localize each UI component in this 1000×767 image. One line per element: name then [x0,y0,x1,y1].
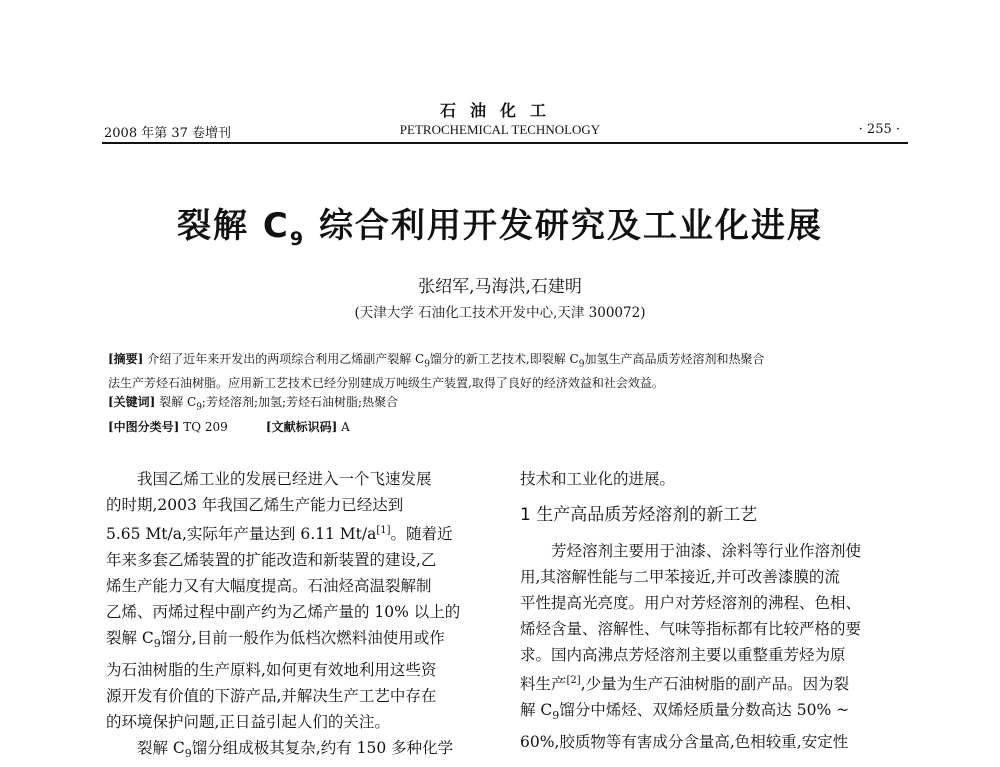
body-right-column [520,466,910,755]
authors: 张绍军,马海洪,石建明 [418,277,582,297]
body-line [520,697,910,729]
body-line: 年来多套乙烯装置的扩能改造和新装置的建设,乙 [106,551,437,570]
body-line: 求。国内高沸点芳烃溶剂主要以重整重芳烃为原 [520,646,846,664]
body-subscript: 9 [153,637,161,651]
body-line: 烯烃含量、溶解性、气味等指标都有比较严格的要 [520,620,862,638]
abstract-label: [摘要] [108,352,144,366]
keywords-text: ;芳烃溶剂;加氢;芳烃石油树脂;热聚合 [201,395,399,410]
journal-title-cn: 石油化工 [439,101,560,120]
citation: [2] [566,675,581,686]
body-text: 馏分,目前一般作为低档次燃料油使用或作 [160,629,445,648]
body-text: 解 C [520,701,553,720]
section-heading: 1 生产高品质芳烃溶剂的新工艺 [520,505,758,525]
keywords-line [108,393,888,417]
title-prefix: 裂解 C [177,206,290,246]
issue-label: 2008 年第 37 卷增刊 [104,126,232,141]
abstract-block [108,350,888,437]
body-line [106,735,496,767]
body-line: 平性提高光亮度。用户对芳烃溶剂的沸程、色相、 [520,594,862,612]
body-line: 源开发有价值的下游产品,并解决生产工艺中存在 [106,687,437,706]
body-line: 乙烯、丙烯过程中副产约为乙烯产量的 10% 以上的 [106,603,461,622]
keywords-text: 裂解 C [159,395,197,410]
doc-code-label: [文献标识码] [265,419,338,434]
keywords-label: [关键词] [108,395,156,410]
doc-code-value: A [341,419,350,434]
journal-title-en: PETROCHEMICAL TECHNOLOGY [399,122,601,137]
body-line: 60%,胶质物等有害成分含量高,色相较重,安定性 [520,733,849,752]
article-title [0,198,1000,250]
body-line: 烯生产能力又有大幅度提高。石油烃高温裂解制 [106,577,432,596]
body-text: 馏分组成极其复杂,约有 150 多种化学 [191,739,454,758]
body-text: 料生产 [520,675,567,694]
body-text: 裂解 C [137,739,185,758]
class-label: [中图分类号] [108,419,180,434]
body-line: 的环境保护问题,正日益引起人们的关注。 [106,713,390,732]
body-line: 为石油树脂的生产原料,如何更有效地利用这些资 [106,661,437,680]
body-line: 用,其溶解性能与二甲苯接近,并可改善漆膜的流 [520,568,840,586]
abstract-text: 介绍了近年来开发出的两项综合利用乙烯副产裂解 C [147,352,425,366]
body-text: 裂解 C [106,629,154,648]
classification-line [108,418,888,437]
abstract-subscript: 9 [578,359,585,370]
body-line: 技术和工业化的进展。 [520,470,676,488]
keywords-subscript: 9 [196,402,202,413]
citation: [1] [376,525,391,536]
abstract-subscript: 9 [424,359,430,370]
body-text: 。随着近 [390,525,453,544]
title-suffix: 综合利用开发研究及工业化进展 [318,206,823,246]
title-subscript: 9 [289,227,306,250]
body-line [106,518,496,547]
affiliation: (天津大学 石油化工技术开发中心,天津 300072) [354,305,646,321]
body-line [106,625,496,657]
abstract-line-2: 法生产芳烃石油树脂。应用新工艺技术已经分别建成万吨级生产装置,取得了良好的经济效益和社会效益。 [108,376,664,391]
body-left-column [106,466,496,767]
class-value: TQ 209 [183,419,228,434]
body-text: 馏分中烯烃、双烯烃质量分数高达 50% ~ [559,701,850,720]
body-subscript: 9 [184,747,192,761]
body-text: 5.65 Mt/a,实际年产量达到 6.11 Mt/a [106,525,377,544]
page-number: · 255 · [858,122,900,137]
header-rule [102,142,908,144]
body-line: 芳烃溶剂主要用于油漆、涂料等行业作溶剂使 [551,542,862,560]
body-line: 我国乙烯工业的发展已经进入一个飞速发展 [137,470,432,488]
body-text: ,少量为生产石油树脂的副产品。因为裂 [580,675,850,694]
body-line: 的时期,2003 年我国乙烯生产能力已经达到 [106,496,404,514]
abstract-text: 加氢生产高品质芳烃溶剂和热聚合 [584,352,765,366]
body-subscript: 9 [552,709,560,723]
abstract-text: 馏分的新工艺技术,即裂解 C [429,352,579,366]
abstract-line-1 [108,350,888,374]
body-line [520,668,910,697]
